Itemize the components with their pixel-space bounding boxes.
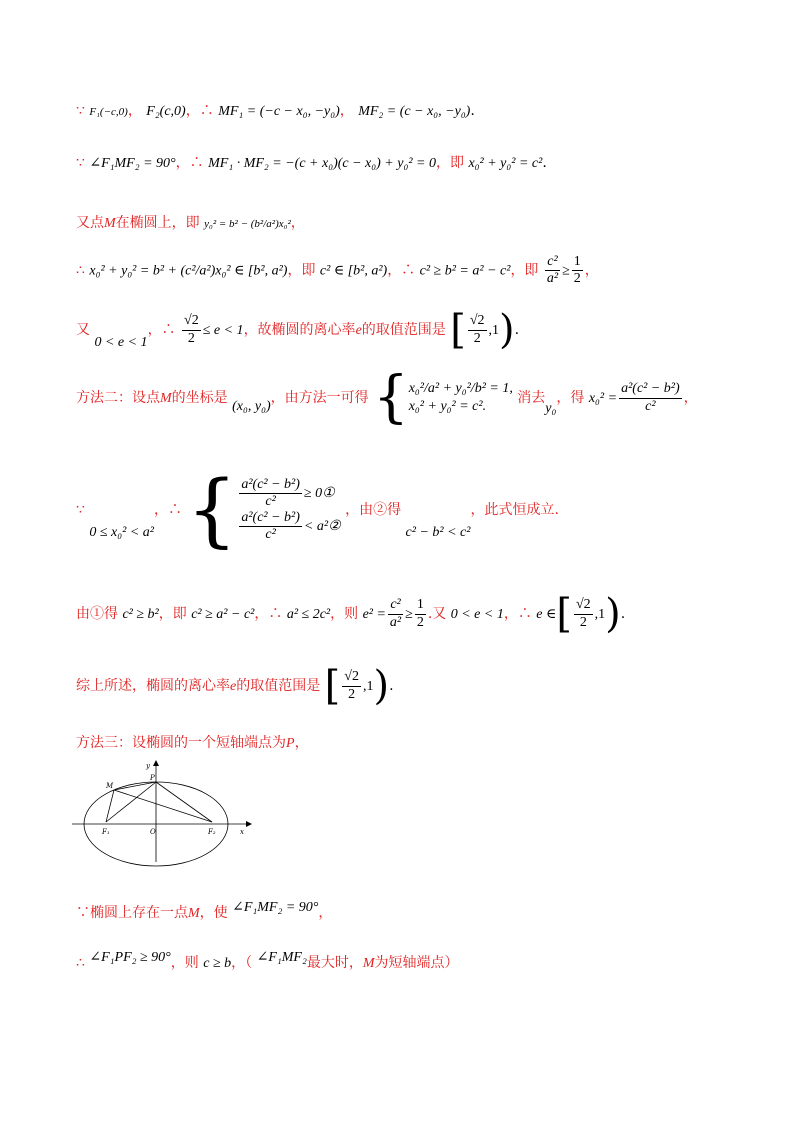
ratio-frac: $\frac{\text{c²}}{\text{a²}}$ [546,254,559,287]
segment-mf2 [114,790,212,822]
label-f1: F₁ [102,828,110,836]
line-4: ∴ x₀² + y₀² = b² + (c²/a²)x₀² ∈ [b², a²)，即 c² ∈ [b², a²)，∴ c² ≥ b² = a² − c²，即 $\frac{\text{c²}}{\text{a²}}$ ≥ $\frac{1}{2}$ ， [76,254,599,287]
always-true-ineq: c² − b² < c² [405,525,471,540]
line-1: ∵ F₁(−c,0)， F₂(c,0)，∴ MF₁ = (−c − x₀, −y₀)， MF₂ = (c − x₀, −y₀). [76,103,475,119]
f1-coord: F₁(−c,0) [89,106,128,118]
segment-mf1 [106,790,114,822]
c-range-eq: c² ∈ [b², a²) [319,263,388,279]
right-angle-eq: ∠F₁MF₂ = 90° [89,156,176,171]
coord-m: (x₀, y₀) [232,399,271,414]
line-5: 又 0 < e < 1，∴ $\frac{√2}{2}$ ≤ e < 1，故椭圆的离心率e的取值范围是 [ $\frac{√2}{2}$ ,1). [76,307,520,353]
segment-pf1 [106,782,156,822]
ellipse-eq: y₀² = b² − (b²/a²)x₀² [204,218,291,230]
segment-pf2 [156,782,212,822]
label-o: O [150,828,156,836]
x-axis-arrow [246,821,252,827]
label-p: P [150,774,155,782]
label-x: x [240,828,244,836]
c-ineq: c² ≥ b² = a² − c² [419,263,511,279]
vector-mf2: MF₂ = (c − x₀, −y₀) [358,104,471,119]
sqrt2-over-2: $\frac{√2}{2}$ [184,313,199,346]
e-range: 0 < e < 1 [94,335,148,350]
line-3: 又点M在椭圆上，即 y₀² = b² − (b²/a²)x₀²， [76,215,305,231]
line-8: 由①得 c² ≥ b²，即 c² ≥ a² − c²，∴ a² ≤ 2c²，则 e² = $\frac{\text{c²}}{\text{a²}}$ ≥ $\frac{1}{2}$ .又 0 < e < 1，∴ e ∈[ $\frac{√2}{2}$ ,1). [76,591,626,637]
x0-condition: 0 ≤ x₀² < a² [89,525,154,540]
label-y: y [146,762,150,770]
line-2: ∵ ∠F₁MF₂ = 90°，∴ MF₁ · MF₂ = −(c + x₀)(c − x₀) + y₀² = 0，即 x₀² + y₀² = c². [76,155,547,171]
f2-coord: F₂(c,0) [146,104,186,119]
line-9: 综上所述，椭圆的离心率e的取值范围是 [ $\frac{√2}{2}$ ,1). [76,663,394,709]
y-axis-arrow [153,760,159,766]
ellipse-diagram [70,758,260,868]
line-10: 方法三：设椭圆的一个短轴端点为P， [76,735,309,751]
inequality-system: $\frac{\text{a²(c² − b²)}}{\text{c²}}$ ≥ 0① $\frac{\text{a²(c² − b²)}}{\text{c²}}$ < a²② [241,476,341,543]
line-12: ∴ ∠F₁PF₂ ≥ 90°，则 c ≥ b，（ ∠F₁MF₂最大时，M为短轴端点） [76,950,459,971]
line-6: 方法二：设点M的坐标是 (x₀, y₀)，由方法一可得 { x₀²/a² + y₀²/b² = 1, x₀² + y₀² = c². 消去y₀，得 x₀² = $\frac{\text{a²(c² − b²)}}{\text{c²}}$ ， [76,365,698,430]
line-11: ∵椭圆上存在一点M，使 ∠F₁MF₂ = 90°， [76,900,333,921]
label-f2: F₂ [208,828,216,836]
circle-eq: x₀² + y₀² = c² [468,156,543,171]
half-frac: $\frac{1}{2}$ [573,254,581,287]
line-7: ∵ 0 ≤ x₀² < a²，∴ { $\frac{\text{a²(c² − b²)}}{\text{c²}}$ ≥ 0① $\frac{\text{a²(c² − b²)}}{\text{c²}}$ < a²② ，由②得 c² − b² < c²，此式恒成立. [76,463,559,556]
sum-range-eq: x₀² + y₀² = b² + (c²/a²)x₀² ∈ [b², a²) [89,263,288,279]
x0-squared-frac: $\frac{\text{a²(c² − b²)}}{\text{c²}}$ [621,381,680,414]
vector-mf1: MF₁ = (−c − x₀, −y₀) [218,104,340,119]
interval-lower: $\frac{√2}{2}$ [469,313,485,346]
dot-product-eq: MF₁ · MF₂ = −(c + x₀)(c − x₀) + y₀² = 0 [208,156,436,171]
label-m: M [106,782,114,790]
equation-system: x₀²/a² + y₀²/b² = 1, x₀² + y₀² = c². [408,380,513,414]
segment-mp [114,782,156,790]
